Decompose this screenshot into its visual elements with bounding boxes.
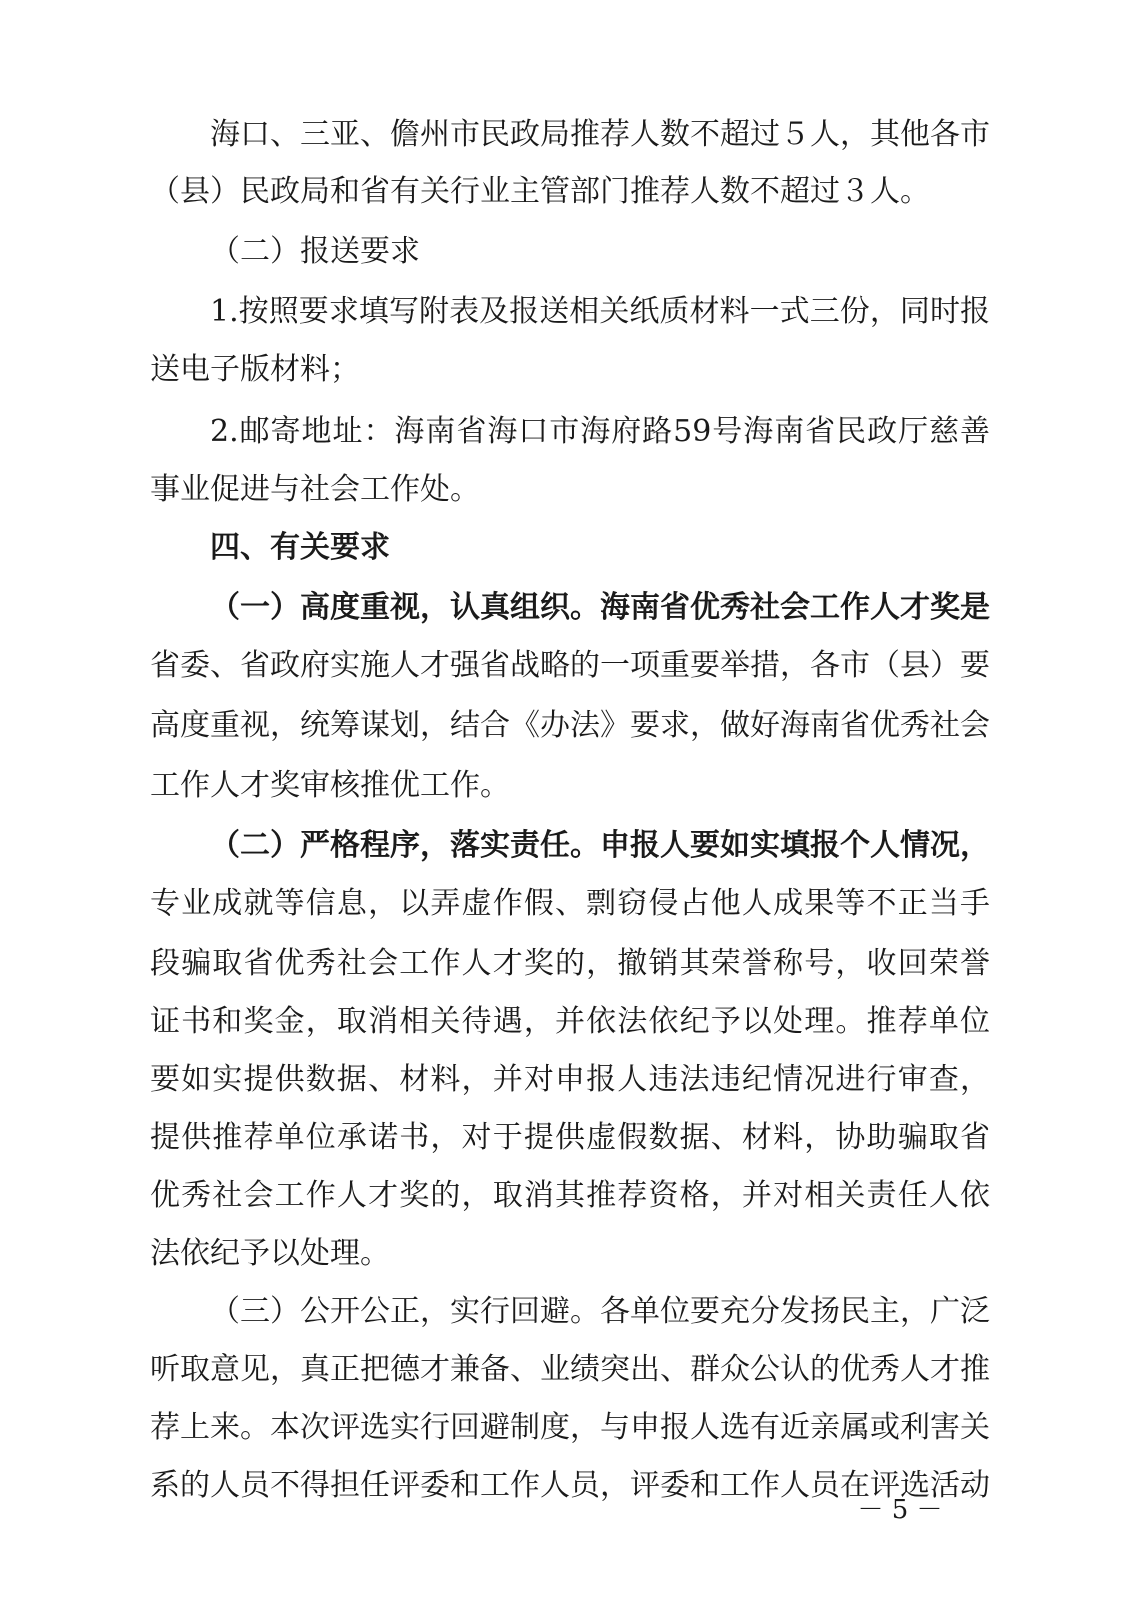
body-text-line: 工作人才奖审核推优工作。 [150, 768, 510, 803]
body-text-line: 1.按照要求填写附表及报送相关纸质材料一式三份，同时报 [210, 294, 990, 329]
body-text-line: 事业促进与社会工作处。 [150, 472, 480, 507]
body-text-line: 听取意见，真正把德才兼备、业绩突出、群众公认的优秀人才推 [150, 1352, 990, 1387]
page-number: － 5 － [857, 1495, 943, 1525]
body-text-line: （三）公开公正，实行回避。各单位要充分发扬民主，广泛 [210, 1294, 990, 1329]
body-text-line: （县）民政局和省有关行业主管部门推荐人数不超过３人。 [150, 174, 930, 209]
body-text-line: 系的人员不得担任评委和工作人员，评委和工作人员在评选活动 [150, 1468, 990, 1503]
body-text-line: 优秀社会工作人才奖的，取消其推荐资格，并对相关责任人依 [150, 1178, 990, 1213]
section-heading: 四、有关要求 [210, 530, 390, 565]
body-text-line: 提供推荐单位承诺书，对于提供虚假数据、材料，协助骗取省 [150, 1120, 990, 1155]
body-text-line: 送电子版材料； [150, 352, 360, 387]
body-text-line: 海口、三亚、儋州市民政局推荐人数不超过５人，其他各市 [210, 117, 990, 152]
body-text-line: 省委、省政府实施人才强省战略的一项重要举措，各市（县）要 [150, 648, 990, 683]
subsection-heading: （二）报送要求 [210, 234, 420, 269]
body-text-line: 证书和奖金，取消相关待遇，并依法依纪予以处理。推荐单位 [150, 1004, 990, 1039]
body-text-line: （一）高度重视，认真组织。海南省优秀社会工作人才奖是 [210, 590, 990, 625]
body-text-line: 段骗取省优秀社会工作人才奖的，撤销其荣誉称号，收回荣誉 [150, 946, 990, 981]
body-text-line: 2.邮寄地址：海南省海口市海府路59号海南省民政厅慈善 [210, 414, 990, 449]
body-text-line: 荐上来。本次评选实行回避制度，与申报人选有近亲属或利害关 [150, 1410, 990, 1445]
body-text-line: 高度重视，统筹谋划，结合《办法》要求，做好海南省优秀社会 [150, 708, 990, 743]
body-text-line: 法依纪予以处理。 [150, 1236, 390, 1271]
body-text-line: 要如实提供数据、材料，并对申报人违法违纪情况进行审查， [150, 1062, 990, 1097]
body-text-line: 专业成就等信息，以弄虚作假、剽窃侵占他人成果等不正当手 [150, 886, 990, 921]
body-text-line: （二）严格程序，落实责任。申报人要如实填报个人情况， [210, 828, 990, 863]
